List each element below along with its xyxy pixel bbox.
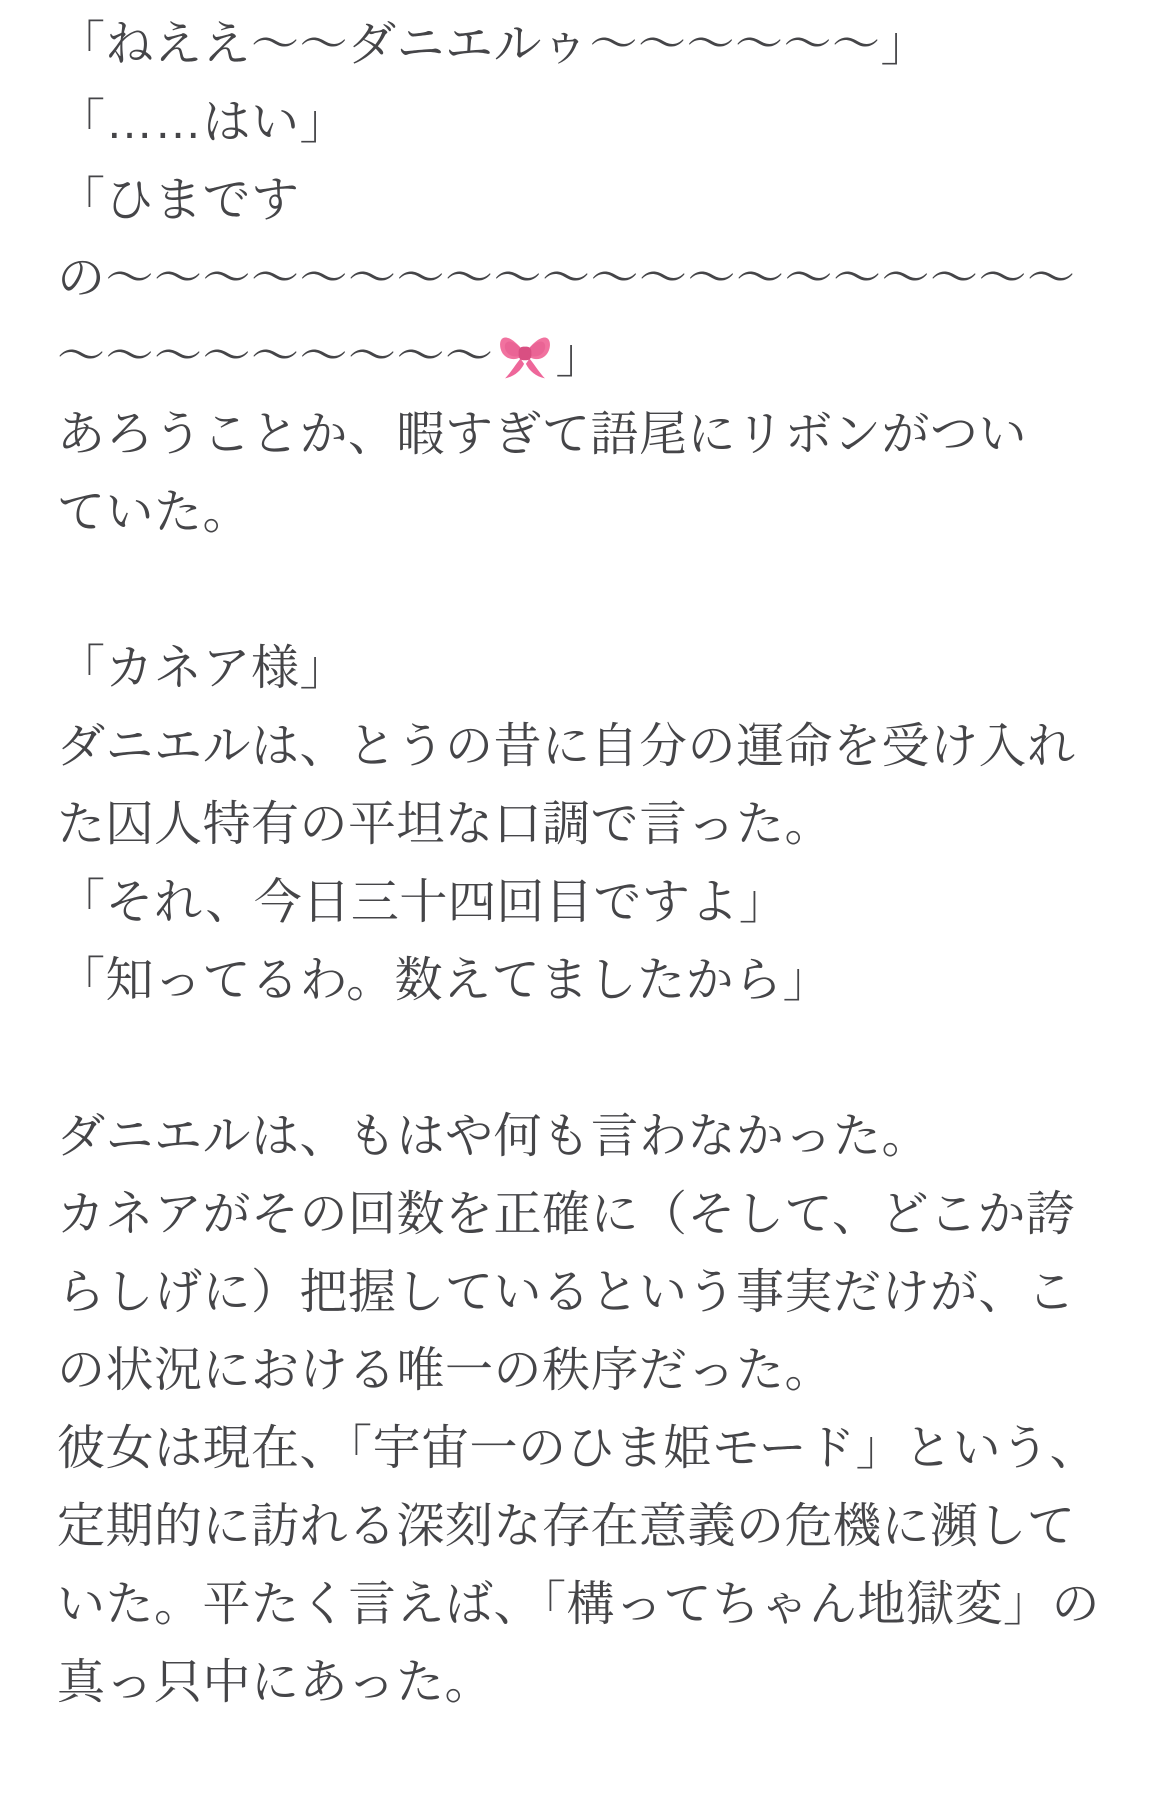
story-line — [57, 318, 1120, 396]
story-line: ダニエルは、とうの昔に自分の運命を受け入れ — [57, 720, 1076, 773]
ribbon-bow-icon — [496, 324, 554, 382]
story-line: 「知ってるわ。数えてましたから」 — [57, 954, 832, 1007]
story-line: た囚人特有の平坦な口調で言った。 — [57, 798, 834, 851]
story-line: 「……はい」 — [57, 96, 349, 149]
story-line: カネアがその回数を正確に（そして、どこか誇 — [57, 1188, 1075, 1241]
story-line: ていた。 — [57, 486, 252, 539]
story-line: あろうことか、暇すぎて語尾にリボンがつい — [57, 408, 1028, 461]
story-line: いた。平たく言えば、「構ってちゃん地獄変」の — [57, 1578, 1101, 1631]
story-line: ダニエルは、もはや何も言わなかった。 — [57, 1110, 931, 1163]
story-line: 「ねええ〜〜ダニエルゥ〜〜〜〜〜〜」 — [57, 18, 930, 71]
story-line: 定期的に訪れる深刻な存在意義の危機に瀕して — [57, 1500, 1076, 1553]
story-line-text: 」 — [555, 330, 605, 383]
story-line: 彼女は現在、「宇宙一のひま姫モード」という、 — [57, 1422, 1099, 1475]
story-blank-line — [57, 552, 1120, 630]
story-line: 真っ只中にあった。 — [57, 1656, 494, 1709]
story-line: らしげに）把握しているという事実だけが、こ — [57, 1266, 1076, 1319]
story-line-text: 〜〜〜〜〜〜〜〜〜 — [57, 330, 494, 383]
story-line: 「カネア様」 — [57, 642, 349, 695]
story-blank-line — [57, 1020, 1120, 1098]
story-line: 「ひまです — [57, 174, 300, 227]
story-line: の状況における唯一の秩序だった。 — [57, 1344, 834, 1397]
story-line: の〜〜〜〜〜〜〜〜〜〜〜〜〜〜〜〜〜〜〜〜 — [57, 252, 1076, 305]
story-line: 「それ、今日三十四回目ですよ」 — [57, 876, 788, 929]
